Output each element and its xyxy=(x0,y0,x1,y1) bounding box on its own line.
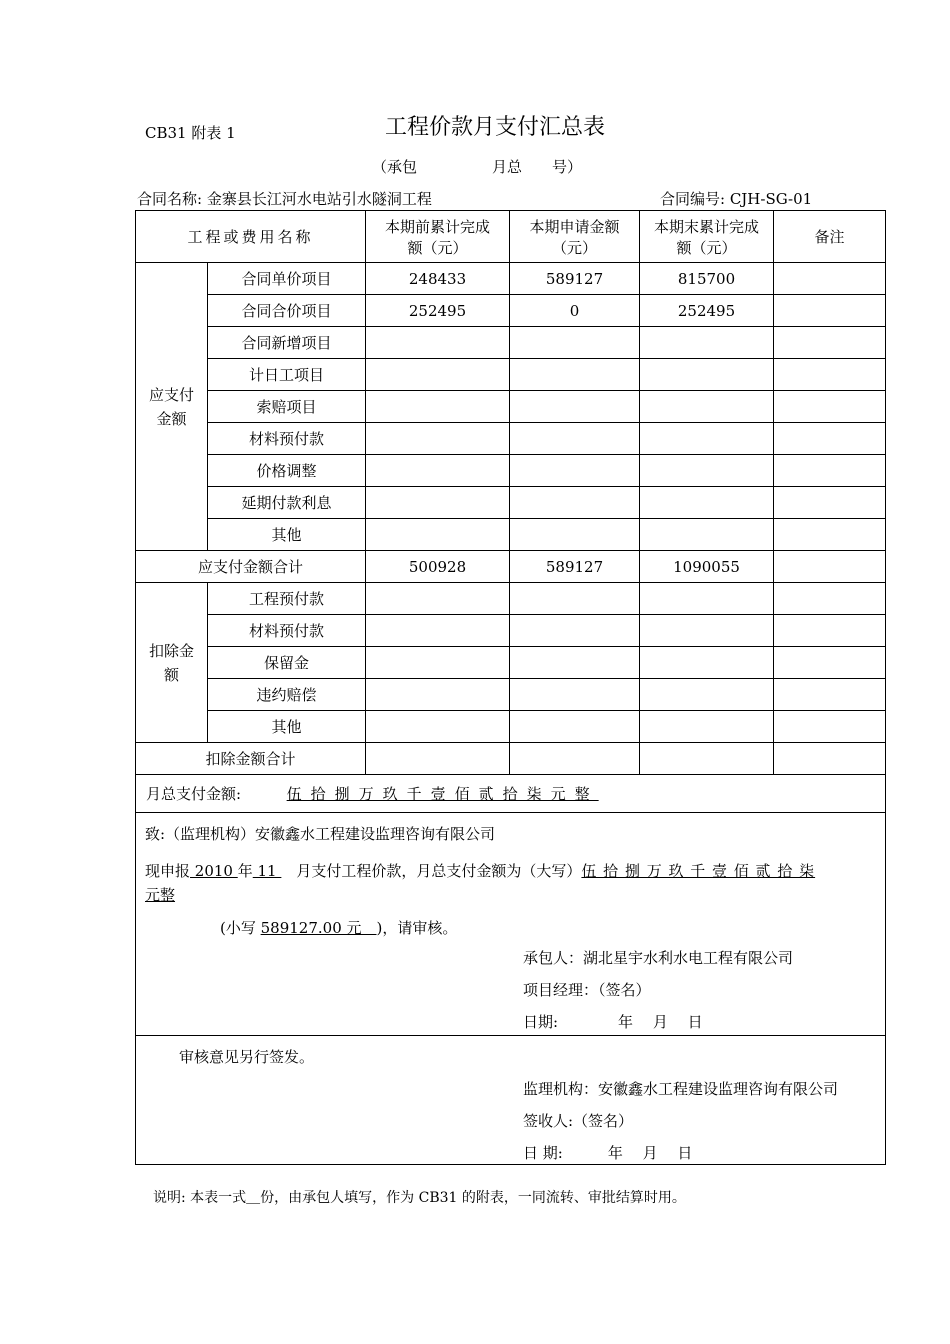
deduction-total-note xyxy=(774,743,886,775)
row-name: 价格调整 xyxy=(208,455,366,487)
table-row xyxy=(136,359,886,391)
row-name: 合同合价项目 xyxy=(208,295,366,327)
row-curr xyxy=(510,359,640,391)
table-row xyxy=(136,455,886,487)
signer-signature: 签收人:（签名） xyxy=(523,1112,634,1130)
row-name: 工程预付款 xyxy=(208,583,366,615)
row-end: 252495 xyxy=(640,295,774,327)
row-name: 违约赔偿 xyxy=(208,679,366,711)
row-end xyxy=(640,359,774,391)
row-curr: 0 xyxy=(510,295,640,327)
row-end xyxy=(640,519,774,551)
row-prev xyxy=(366,519,510,551)
month-value: 11 xyxy=(252,862,282,880)
amount-lower: 589127.00 元 xyxy=(260,919,377,937)
deduction-total-end xyxy=(640,743,774,775)
row-name: 延期付款利息 xyxy=(208,487,366,519)
table-row xyxy=(136,615,886,647)
table-row xyxy=(136,295,886,327)
deduction-total-curr xyxy=(510,743,640,775)
row-name: 合同新增项目 xyxy=(208,327,366,359)
row-name: 其他 xyxy=(208,711,366,743)
review-section xyxy=(136,1036,886,1165)
row-note xyxy=(774,487,886,519)
contractor: 承包人：湖北星宇水利水电工程有限公司 xyxy=(523,949,794,967)
supervision-agency: 监理机构：安徽鑫水工程建设监理咨询有限公司 xyxy=(523,1080,839,1098)
contract-number: 合同编号: CJH-SG-01 xyxy=(660,190,813,208)
row-note xyxy=(774,647,886,679)
monthly-total-row xyxy=(136,775,886,813)
row-note xyxy=(774,711,886,743)
row-prev xyxy=(366,679,510,711)
row-curr xyxy=(510,647,640,679)
payable-total-note xyxy=(774,551,886,583)
table-row xyxy=(136,583,886,615)
deduction-total-prev xyxy=(366,743,510,775)
col-header-end: 本期末累计完成额（元） xyxy=(640,211,774,263)
row-prev xyxy=(366,647,510,679)
row-note xyxy=(774,583,886,615)
contract-name: 合同名称: 金寨县长江河水电站引水隧洞工程 xyxy=(137,190,432,208)
payable-total-curr: 589127 xyxy=(510,551,640,583)
row-prev xyxy=(366,391,510,423)
review-opinion: 审核意见另行签发。 xyxy=(179,1048,315,1066)
row-note xyxy=(774,391,886,423)
application-statement: 现申报 2010 年 11 月支付工程价款，月总支付金额为（大写）伍 拾 捌 万 玖 千 壹 佰 贰 拾 柒 xyxy=(145,862,816,880)
table-row xyxy=(136,263,886,295)
payable-total-prev: 500928 xyxy=(366,551,510,583)
row-note xyxy=(774,359,886,391)
row-prev xyxy=(366,327,510,359)
footnote: 说明: 本表一式＿份，由承包人填写，作为 CB31 的附表，一同流转、审批结算时用。 xyxy=(153,1190,686,1206)
row-prev: 248433 xyxy=(366,263,510,295)
table-row xyxy=(136,647,886,679)
table-row xyxy=(136,711,886,743)
review-date: 日 期: 年 月 日 xyxy=(523,1144,693,1162)
row-name: 合同单价项目 xyxy=(208,263,366,295)
row-end xyxy=(640,711,774,743)
application-section xyxy=(136,813,886,1036)
row-note xyxy=(774,263,886,295)
row-note xyxy=(774,423,886,455)
payable-total-label: 应支付金额合计 xyxy=(136,551,366,583)
row-note xyxy=(774,615,886,647)
payable-total-row xyxy=(136,551,886,583)
deduction-group-label: 扣除金额 xyxy=(136,583,208,743)
row-end xyxy=(640,615,774,647)
header-row xyxy=(136,211,886,263)
col-header-note: 备注 xyxy=(774,211,886,263)
table-row xyxy=(136,519,886,551)
application-date: 日期: 年 月 日 xyxy=(523,1013,703,1031)
row-end xyxy=(640,679,774,711)
col-header-prev: 本期前累计完成额（元） xyxy=(366,211,510,263)
amount-upper: 伍 拾 捌 万 玖 千 壹 佰 贰 拾 柒 xyxy=(581,862,816,880)
payable-group-label: 应支付金额 xyxy=(136,263,208,551)
row-end xyxy=(640,423,774,455)
row-end xyxy=(640,455,774,487)
row-prev xyxy=(366,711,510,743)
row-end xyxy=(640,583,774,615)
row-note xyxy=(774,327,886,359)
row-prev xyxy=(366,423,510,455)
row-name: 保留金 xyxy=(208,647,366,679)
row-curr xyxy=(510,615,640,647)
row-curr xyxy=(510,327,640,359)
page-title: 工程价款月支付汇总表 xyxy=(385,115,606,140)
row-prev xyxy=(366,583,510,615)
row-curr xyxy=(510,391,640,423)
row-name: 索赔项目 xyxy=(208,391,366,423)
addressee: 致:（监理机构）安徽鑫水工程建设监理咨询有限公司 xyxy=(145,825,496,843)
col-header-name: 工程或费用名称 xyxy=(136,211,366,263)
row-name: 材料预付款 xyxy=(208,423,366,455)
row-end xyxy=(640,391,774,423)
row-note xyxy=(774,295,886,327)
row-name: 计日工项目 xyxy=(208,359,366,391)
table-row xyxy=(136,391,886,423)
table-row xyxy=(136,423,886,455)
row-note xyxy=(774,519,886,551)
row-end: 815700 xyxy=(640,263,774,295)
row-prev xyxy=(366,359,510,391)
row-end xyxy=(640,327,774,359)
row-prev xyxy=(366,455,510,487)
project-manager-signature: 项目经理：（签名） xyxy=(523,981,651,999)
row-curr: 589127 xyxy=(510,263,640,295)
row-name: 其他 xyxy=(208,519,366,551)
payment-summary-table xyxy=(135,210,886,1165)
monthly-total-label: 月总支付金额: xyxy=(146,785,242,803)
table-row xyxy=(136,327,886,359)
row-curr xyxy=(510,487,640,519)
row-note xyxy=(774,679,886,711)
row-name: 材料预付款 xyxy=(208,615,366,647)
payable-total-end: 1090055 xyxy=(640,551,774,583)
row-prev: 252495 xyxy=(366,295,510,327)
year-value: 2010 xyxy=(190,862,238,880)
deduction-total-label: 扣除金额合计 xyxy=(136,743,366,775)
row-prev xyxy=(366,487,510,519)
table-row xyxy=(136,679,886,711)
form-code: CB31 附表 1 xyxy=(145,124,236,142)
row-note xyxy=(774,455,886,487)
monthly-total-amount: 伍拾捌万玖千壹佰贰拾柒元整 xyxy=(286,785,599,803)
deduction-total-row xyxy=(136,743,886,775)
row-curr xyxy=(510,711,640,743)
amount-upper-continued: 元整 xyxy=(145,886,176,904)
row-curr xyxy=(510,455,640,487)
col-header-curr: 本期申请金额（元） xyxy=(510,211,640,263)
row-end xyxy=(640,647,774,679)
amount-lower-line: (小写 589127.00 元 )，请审核。 xyxy=(220,919,458,937)
row-prev xyxy=(366,615,510,647)
row-curr xyxy=(510,423,640,455)
row-curr xyxy=(510,519,640,551)
row-curr xyxy=(510,679,640,711)
row-end xyxy=(640,487,774,519)
row-curr xyxy=(510,583,640,615)
subtitle: （承包 月总 号） xyxy=(372,158,583,176)
table-row xyxy=(136,487,886,519)
